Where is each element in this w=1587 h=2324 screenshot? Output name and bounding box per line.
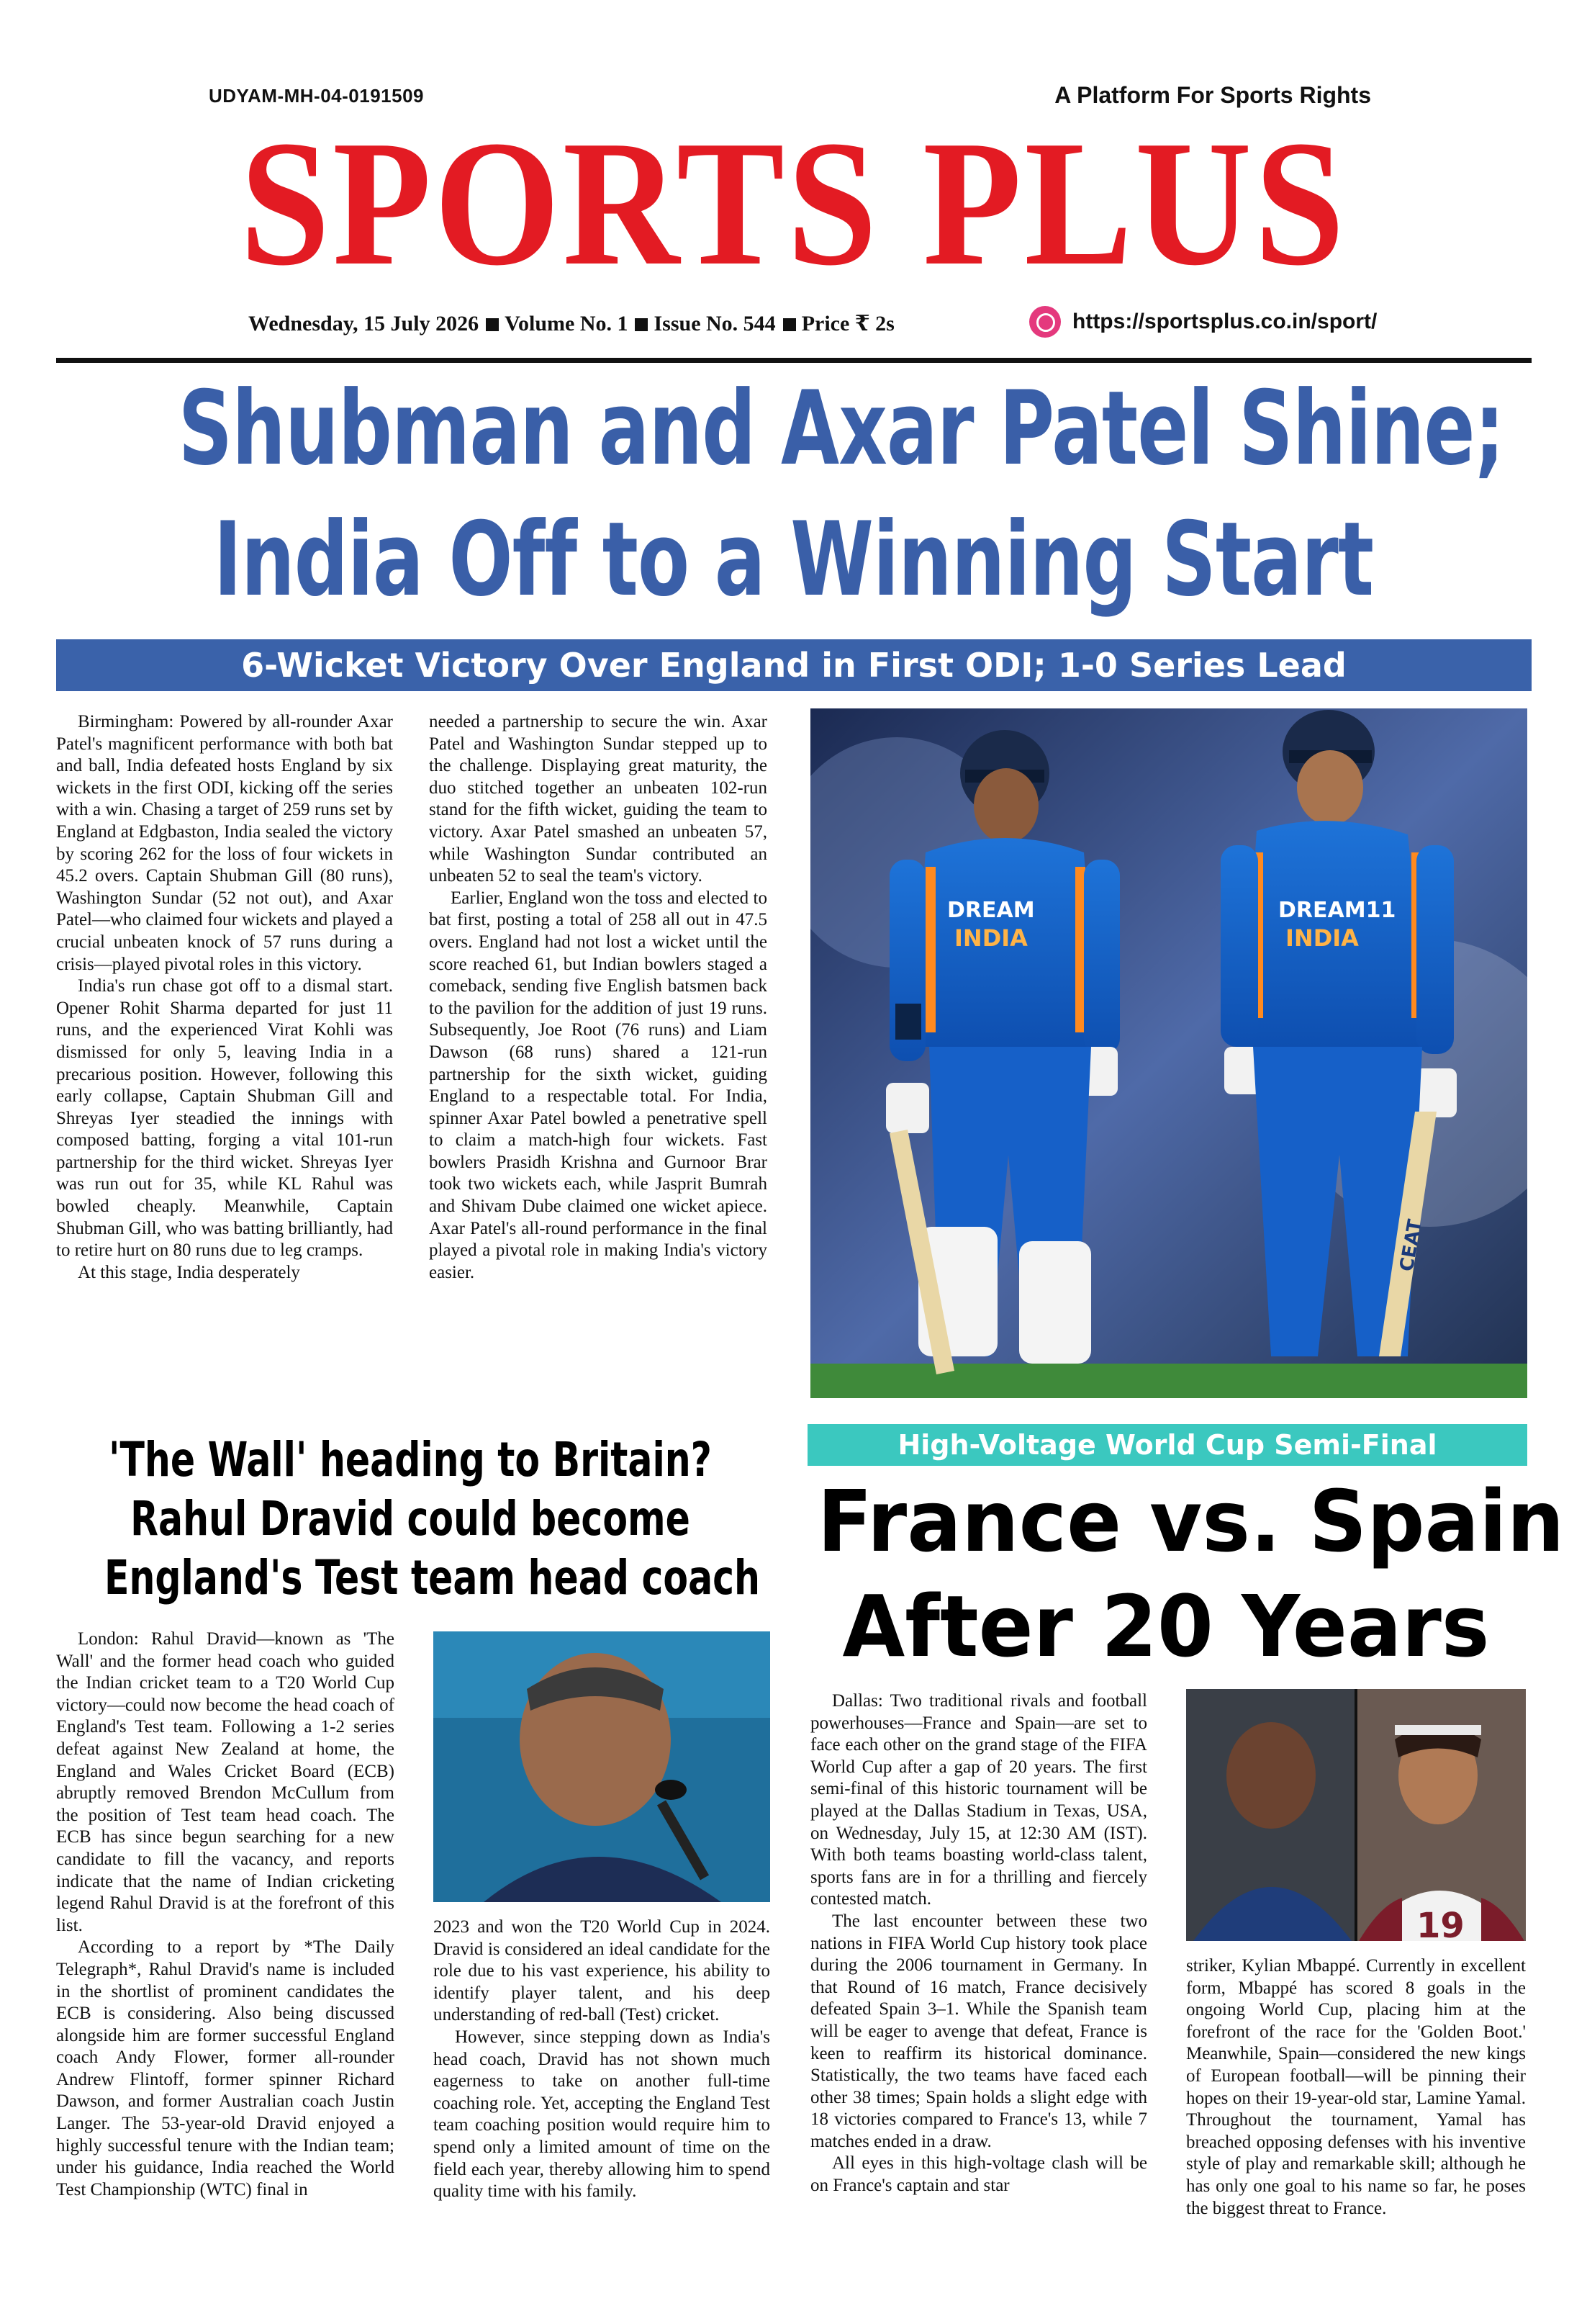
issue-number: Issue No. 544 [654, 312, 776, 335]
shirt-number: 19 [1416, 1906, 1465, 1941]
worldcup-column-1 [810, 1690, 1147, 2197]
worldcup-col2-para: striker, Kylian Mbappé. Currently in excellent form, Mbappé has scored 8 goals in the ongoing World Cup, placing him at the forefront of the race for the 'Golden Boot.' Meanwhile, Spain—considered the new kings of European football—will be pinning their hopes on their 19-year-old star, Lamine Yamal. Throughout the tournament, Yamal has breached opposing defenses with his inventive style of play and remarkable skill; although he has only one goal to his name so far, he poses the biggest threat to France. [1186, 1956, 1526, 2218]
worldcup-headline-line1: France vs. Spain [817, 1472, 1565, 1571]
worldcup-col1-para: Dallas: Two traditional rivals and football powerhouses—France and Spain—are set to face each other on the grand stage of the FIFA World Cup after a gap of 20 years. The first semi-final of this historic tournament will be played at the Dallas Stadium in Texas, USA, on Wednesday, July 15, at 12:30 AM (IST). With both teams boasting world-class talent, sports fans are in for a thrilling and fiercely contested match. [810, 1691, 1147, 1909]
svg-text:INDIA: INDIA [954, 924, 1028, 952]
dravid-col1-para: London: Rahul Dravid—known as 'The Wall' and the former head coach who guided the Indian cricket team to a T20 World Cup victory—could now become the head coach of England's Test team. Following a 1-2 series defeat against New Zealand at home, the England and Wales Cricket Board (ECB) abruptly removed Brendon McCullum from the position of Test team head coach. The ECB has since begun searching for a new candidate to fill the vacancy, and reports indicate that the name of Indian cricketing legend Rahul Dravid is at the forefront of this list. [56, 1629, 394, 1935]
price: Price ₹ 2s [801, 312, 895, 335]
dateline [248, 311, 895, 336]
dravid-illustration [433, 1631, 770, 1902]
masthead-title: SPORTS PLUS [240, 104, 1347, 303]
dravid-headline-line3: England's Test team head coach [104, 1550, 760, 1605]
worldcup-col1-para: All eyes in this high-voltage clash will be on France's captain and star [810, 2153, 1147, 2196]
dribbble-globe-icon [1029, 306, 1061, 338]
worldcup-photo-players [1186, 1689, 1526, 1941]
volume-number: Volume No. 1 [505, 312, 628, 335]
dravid-headline-line2: Rahul Dravid could become [130, 1491, 690, 1546]
website-url[interactable]: https://sportsplus.co.in/sport/ [1072, 310, 1378, 333]
masthead-tagline: A Platform For Sports Rights [1054, 82, 1371, 108]
dravid-col2-para: However, since stepping down as India's head coach, Dravid has not shown much eagerness to take on another full-time coaching role. Yet, accepting the England Test team coaching position would require him to spend only a limited amount of time on the field each year, thereby allowing him to spend quality time with his family. [433, 2027, 770, 2202]
svg-text:CEAT: CEAT [1396, 1217, 1427, 1274]
lead-subhead-bar: 6-Wicket Victory Over England in First ODI; 1-0 Series Lead [56, 639, 1532, 691]
lead-col1-para: India's run chase got off to a dismal start. Opener Rohit Sharma departed for just 11 runs, and the experienced Virat Kohli was dismissed for only 5, leaving India in a precarious position. However, following this early collapse, Captain Shubman Gill and Shreyas Iyer steadied the innings with composed batting, forging a vital 101-run partnership for the third wicket. Shreyas Iyer was run out for 35, while KL Rahul was bowled cheaply. Meanwhile, Captain Shubman Gill, who was batting brilliantly, had to retire hurt on 80 runs due to leg cramps. [56, 976, 393, 1261]
square-bullet-icon [783, 318, 796, 331]
dravid-headline-line1: 'The Wall' heading to Britain? [109, 1432, 712, 1487]
lead-headline-line1: Shubman and Axar Patel Shine; [178, 369, 1504, 488]
dravid-col1-para: According to a report by *The Daily Telegraph*, Rahul Dravid's name is included in the shortlist of prominent candidates the ECB is considering. Also being discussed alongside him are former successful England coach Andy Flower, former all-rounder Andrew Flintoff, former spinner Richard Dawson, and former Australian coach Justin Langer. The 53-year-old Dravid enjoyed a highly successful tenure with the Indian team; under his guidance, India reached the World Test Championship (WTC) final in [56, 1937, 394, 2199]
square-bullet-icon [486, 318, 499, 331]
lead-photo-cricketers [810, 708, 1527, 1398]
worldcup-col1-para: The last encounter between these two nations in FIFA World Cup history took place during the 2006 tournament in Germany. In that Round of 16 match, France decisively defeated Spain 3–1. While the Spanish team will be eager to avenge that defeat, France is keen to reaffirm its historical dominance. Statistically, the two teams have faced each other 38 times; Spain holds a slight edge with 18 victories compared to France's 13, while 7 matches ended in a draw. [810, 1911, 1147, 2151]
worldcup-headline-line2: After 20 Years [842, 1577, 1490, 1676]
lead-col1-para: Birmingham: Powered by all-rounder Axar Patel's magnificent performance with both bat and ball, India defeated hosts England by six wickets in the first ODI, kicking off the series with a win. Chasing a target of 259 runs set by England at Edgbaston, India sealed the victory by scoring 262 for the loss of four wickets in 45.2 overs. Captain Shubman Gill (80 runs), Washington Sundar (52 not out), and Axar Patel—who claimed four wickets and played a crucial unbeaten knock of 57 runs during a crisis—played pivotal roles in this victory. [56, 712, 393, 974]
cricketers-illustration [810, 708, 1527, 1398]
dravid-col2-para: 2023 and won the T20 World Cup in 2024. Dravid is considered an ideal candidate for the role due to his vast experience, his ability to identify player talent, and his deep understanding of red-ball (Test) cricket. [433, 1917, 770, 2025]
issue-date: Wednesday, 15 July 2026 [248, 312, 479, 335]
svg-text:INDIA: INDIA [1285, 924, 1359, 952]
worldcup-label: High-Voltage World Cup Semi-Final [808, 1424, 1527, 1466]
website-link[interactable] [1029, 306, 1377, 338]
dravid-column-2 [433, 1917, 770, 2203]
square-bullet-icon [635, 318, 648, 331]
udyam-number: UDYAM-MH-04-0191509 [209, 85, 424, 107]
lead-headline-line2: India Off to a Winning Start [213, 500, 1374, 619]
dravid-column-1 [56, 1629, 394, 2201]
svg-text:DREAM: DREAM [947, 898, 1035, 923]
worldcup-column-2 [1186, 1955, 1526, 2220]
lead-col1-para: At this stage, India desperately [78, 1262, 300, 1282]
lead-column-2 [429, 711, 767, 1284]
lead-col2-para: Earlier, England won the toss and elected to bat first, posting a total of 258 all out in 47.5 overs. England had not lost a wicket until the score reached 61, but Indian bowlers staged a comeback, sending five English batsmen back to the pavilion for the addition of just 19 runs. Subsequently, Joe Root (76 runs) and Liam Dawson (68 runs) shared a 121-run partnership for the sixth wicket, guiding England to a respectable total. For India, spinner Axar Patel bowled a penetrative spell to claim a match-high four wickets. Fast bowlers Prasidh Krishna and Gurnoor Brar took two wickets each, while Jasprit Bumrah and Shivam Dube claimed one wicket apiece. Axar Patel's all-round performance in the final played a pivotal role in making India's victory easier. [429, 888, 767, 1282]
lead-column-1 [56, 711, 393, 1284]
footballers-illustration [1186, 1689, 1526, 1941]
dravid-photo [433, 1631, 770, 1902]
masthead-divider [56, 358, 1532, 363]
lead-col2-para: needed a partnership to secure the win. Axar Patel and Washington Sundar stepped up to the challenge. Displaying great maturity, the duo stitched together an unbeaten 102-run stand for the fifth wicket, guiding the team to victory. Axar Patel smashed an unbeaten 57, while Washington Sundar contributed an unbeaten 52 to seal the team's victory. [429, 712, 767, 886]
svg-text:DREAM11: DREAM11 [1278, 898, 1396, 923]
